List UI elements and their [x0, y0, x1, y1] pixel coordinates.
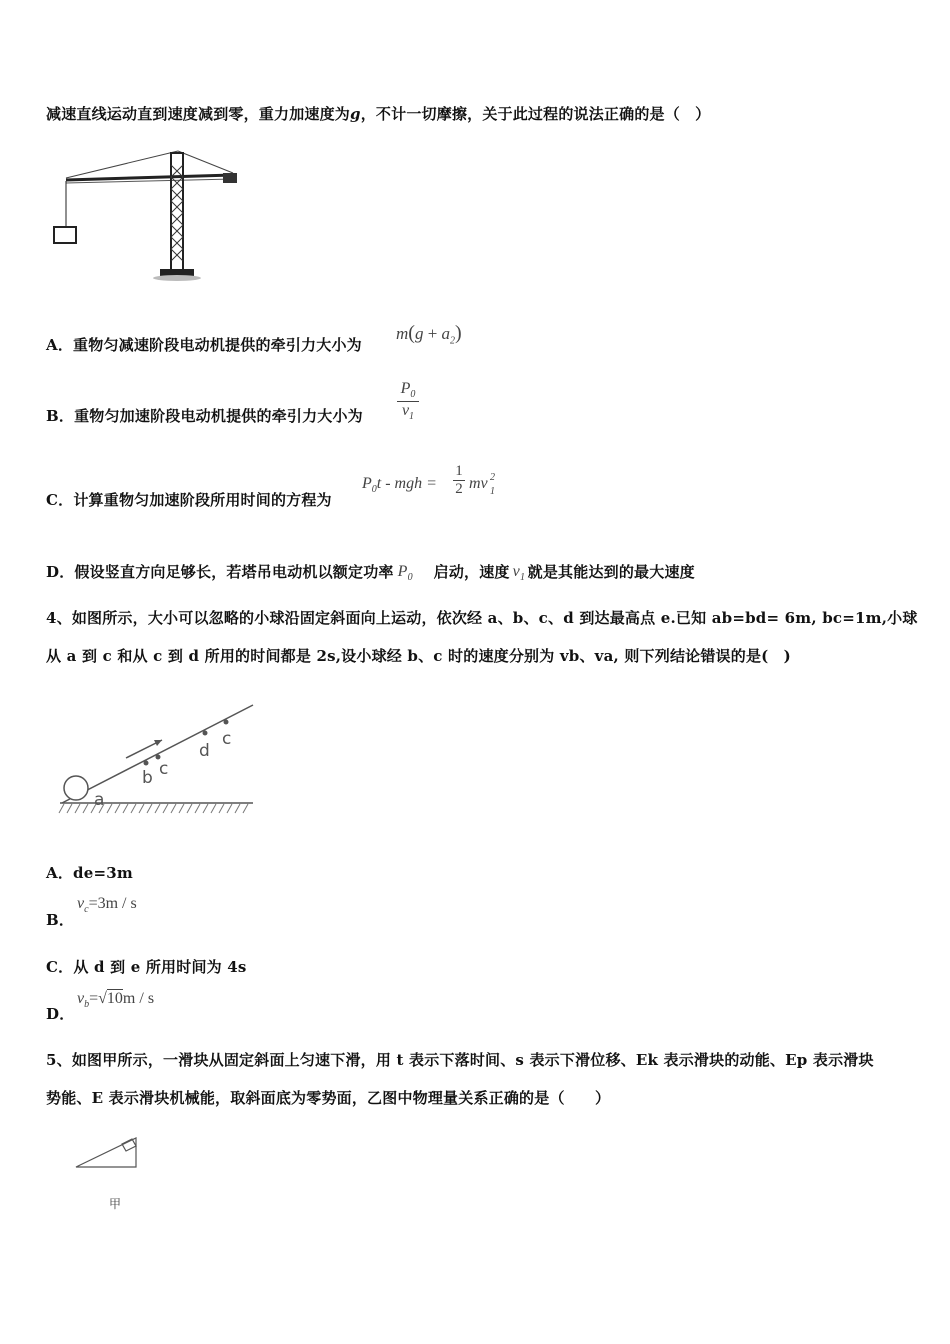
- q3-a-g: g: [414, 324, 424, 343]
- q4-d-unit: m / s: [122, 990, 155, 1007]
- q3-c-mv: mv: [469, 475, 488, 492]
- q3-a-m: m: [396, 324, 409, 343]
- q4-option-b-formula: [77, 895, 137, 915]
- q4-option-d-formula: [77, 990, 154, 1010]
- q5-line-1: 5、如图甲所示，一滑块从固定斜面上匀速下滑，用 t 表示下落时间、s 表示下滑位移、Ek 表示滑块的动能、Ep 表示滑块: [46, 1051, 874, 1069]
- q3-option-c: [46, 489, 332, 510]
- incline-label-d: d: [199, 741, 210, 761]
- q4-option-d-label: D．: [46, 1005, 75, 1023]
- slope-figure-caption: 甲: [109, 1197, 122, 1211]
- q4-line-2: 从 a 到 c 和从 c 到 d 所用的时间都是 2s,设小球经 b、c 时的速度分别为 vb、va, 则下列结论错误的是( ): [46, 647, 791, 665]
- slope-figure: [74, 1130, 144, 1175]
- q4-d-root: 10: [106, 990, 123, 1007]
- incline-label-b: b: [142, 768, 153, 788]
- q3-d-label-a: D．假设竖直方向足够长，若塔吊电动机以额定功率: [46, 563, 394, 581]
- q3-a-rp: ): [455, 322, 462, 344]
- q3-option-a-formula: [396, 322, 462, 346]
- q3-a-plus: +: [427, 324, 438, 343]
- q4-b-v: v: [77, 895, 85, 912]
- q3-b-den: v: [401, 402, 410, 420]
- q3-option-c-mv: [469, 475, 488, 493]
- q3-c-t-mgh: t - mgh =: [376, 475, 437, 492]
- q3-option-b-formula: [397, 380, 419, 422]
- q4-d-sqrt-sign: √: [98, 990, 107, 1007]
- q4-b-sub: c: [84, 904, 89, 916]
- q5-line-2: 势能、E 表示滑块机械能，取斜面底为零势面，乙图中物理量关系正确的是（ ）: [46, 1089, 611, 1107]
- incline-label-c1: c: [159, 759, 169, 779]
- q3-option-b: [46, 405, 363, 426]
- q3-d-v-sub: 1: [519, 572, 526, 584]
- incline-label-a: a: [94, 790, 105, 810]
- q3-option-c-label: C．计算重物匀加速阶段所用时间的方程为: [46, 491, 332, 509]
- q3-c-sub: 1: [490, 486, 495, 497]
- q4-option-b-label: B．: [46, 911, 75, 929]
- q4-b-rest: =3m / s: [88, 895, 137, 912]
- q3-b-num-sub: 0: [410, 389, 416, 401]
- q3-d-label-b: 启动，速度: [433, 563, 510, 581]
- q3-d-p: [398, 563, 413, 583]
- intro-line: [46, 103, 710, 124]
- q4-d-eq: =: [89, 990, 99, 1007]
- q3-d-p-sub: 0: [407, 572, 413, 584]
- intro-text-b: ，不计一切摩擦，关于此过程的说法正确的是（ ）: [360, 105, 711, 123]
- q4-line-1: 4、如图所示，大小可以忽略的小球沿固定斜面向上运动，依次经 a、b、c、d 到达最高点 e.已知 ab=bd= 6m, bc=1m,小球: [46, 609, 918, 627]
- q3-option-a-label: A．重物匀减速阶段电动机提供的牵引力大小为: [46, 336, 362, 354]
- q3-c-p-sub: 0: [371, 484, 377, 496]
- q4-option-a: A．de=3m: [46, 864, 133, 882]
- q3-c-sup: 2: [490, 472, 495, 483]
- intro-text-a: 减速直线运动直到速度减到零，重力加速度为: [46, 105, 351, 123]
- q3-a-sub: 2: [450, 335, 456, 347]
- q3-option-d: [46, 561, 695, 582]
- q3-a-a: a: [441, 324, 451, 343]
- q3-option-c-formula: [362, 475, 437, 495]
- q4-option-c: C．从 d 到 e 所用时间为 4s: [46, 958, 247, 976]
- incline-figure: [58, 700, 258, 820]
- q4-d-sub: b: [84, 999, 90, 1011]
- q4-d-v: v: [77, 990, 85, 1007]
- q3-option-b-label: B．重物匀加速阶段电动机提供的牵引力大小为: [46, 407, 363, 425]
- q3-option-a: [46, 334, 362, 355]
- q3-c-p: P: [362, 475, 372, 492]
- incline-label-c2: c: [222, 729, 232, 749]
- q3-a-lp: (: [408, 322, 415, 344]
- q3-option-c-fraction: [453, 463, 465, 498]
- tower-crane-figure: [48, 145, 248, 285]
- q3-c-two: 2: [453, 480, 465, 498]
- q3-d-v-text: v: [512, 563, 520, 580]
- intro-g: g: [350, 105, 361, 123]
- q3-d-label-c: 就是其能达到的最大速度: [527, 563, 695, 581]
- q3-b-den-sub: 1: [409, 411, 415, 423]
- q3-d-p-text: P: [397, 563, 408, 580]
- q3-d-v: [513, 563, 526, 583]
- q3-b-num: P: [400, 380, 411, 397]
- q3-c-one: 1: [455, 463, 463, 479]
